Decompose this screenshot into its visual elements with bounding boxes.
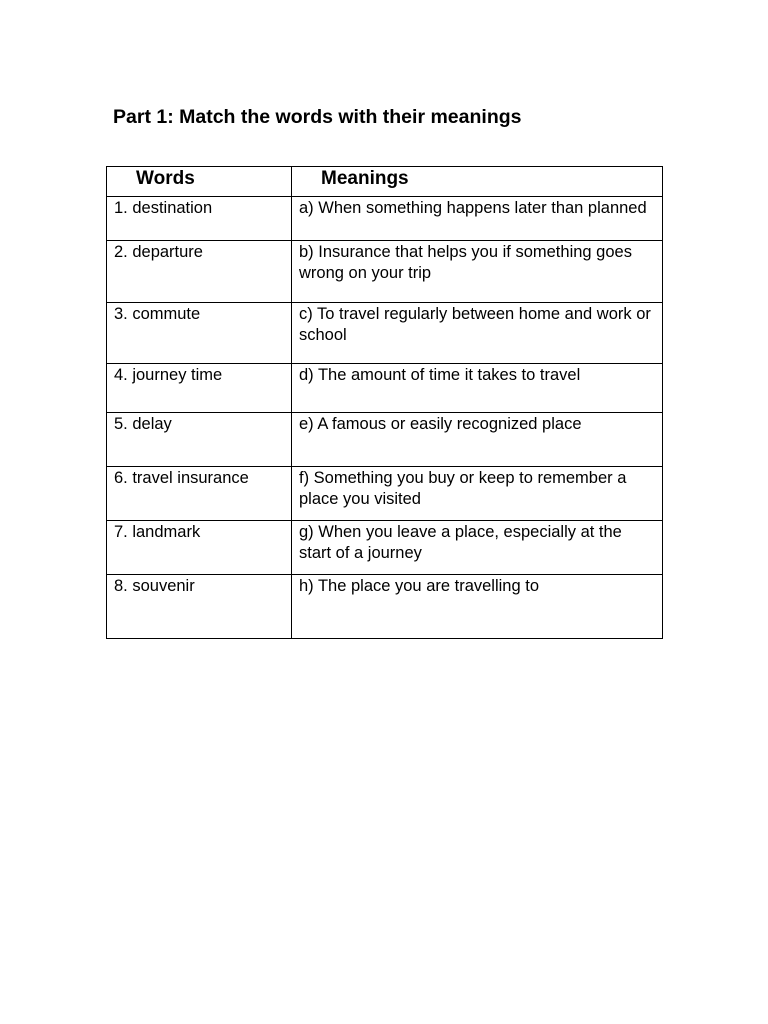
meanings-header — [292, 167, 663, 197]
words-header-label: Words — [136, 168, 195, 189]
meaning-text: a) When something happens later than planned — [299, 199, 647, 217]
word-cell — [107, 241, 292, 303]
meaning-cell — [292, 467, 663, 521]
meaning-text: h) The place you are travelling to — [299, 577, 539, 595]
word-cell — [107, 521, 292, 575]
meanings-header-label: Meanings — [321, 168, 409, 189]
meaning-cell — [292, 241, 663, 303]
meaning-cell — [292, 364, 663, 413]
meaning-cell — [292, 575, 663, 639]
meaning-text: d) The amount of time it takes to travel — [299, 366, 581, 384]
words-header — [107, 167, 292, 197]
word-text: 8. souvenir — [114, 577, 195, 595]
meaning-text: c) To travel regularly between home and work or school — [299, 305, 651, 344]
word-cell — [107, 467, 292, 521]
table-row — [107, 364, 663, 413]
table-row — [107, 467, 663, 521]
word-text: 4. journey time — [114, 366, 223, 384]
word-cell — [107, 197, 292, 241]
word-cell — [107, 303, 292, 364]
word-text: 6. travel insurance — [114, 469, 249, 487]
meaning-cell — [292, 197, 663, 241]
meaning-text: b) Insurance that helps you if something goes wrong on your trip — [299, 243, 632, 282]
table-row — [107, 197, 663, 241]
table-row — [107, 575, 663, 639]
table-row — [107, 241, 663, 303]
table-row — [107, 521, 663, 575]
meaning-text: f) Something you buy or keep to remember a place you visited — [299, 469, 627, 508]
meaning-cell — [292, 413, 663, 467]
word-cell — [107, 413, 292, 467]
matching-table — [106, 166, 663, 639]
meaning-text: e) A famous or easily recognized place — [299, 415, 582, 433]
page-title: Part 1: Match the words with their meanings — [113, 106, 522, 128]
table-header-row — [107, 167, 663, 197]
meaning-cell — [292, 521, 663, 575]
word-text: 3. commute — [114, 305, 201, 323]
meaning-text: g) When you leave a place, especially at the start of a journey — [299, 523, 622, 562]
word-text: 7. landmark — [114, 523, 201, 541]
table-row — [107, 303, 663, 364]
word-cell — [107, 364, 292, 413]
word-text: 1. destination — [114, 199, 213, 217]
table-row — [107, 413, 663, 467]
word-cell — [107, 575, 292, 639]
meaning-cell — [292, 303, 663, 364]
word-text: 2. departure — [114, 243, 203, 261]
word-text: 5. delay — [114, 415, 172, 433]
